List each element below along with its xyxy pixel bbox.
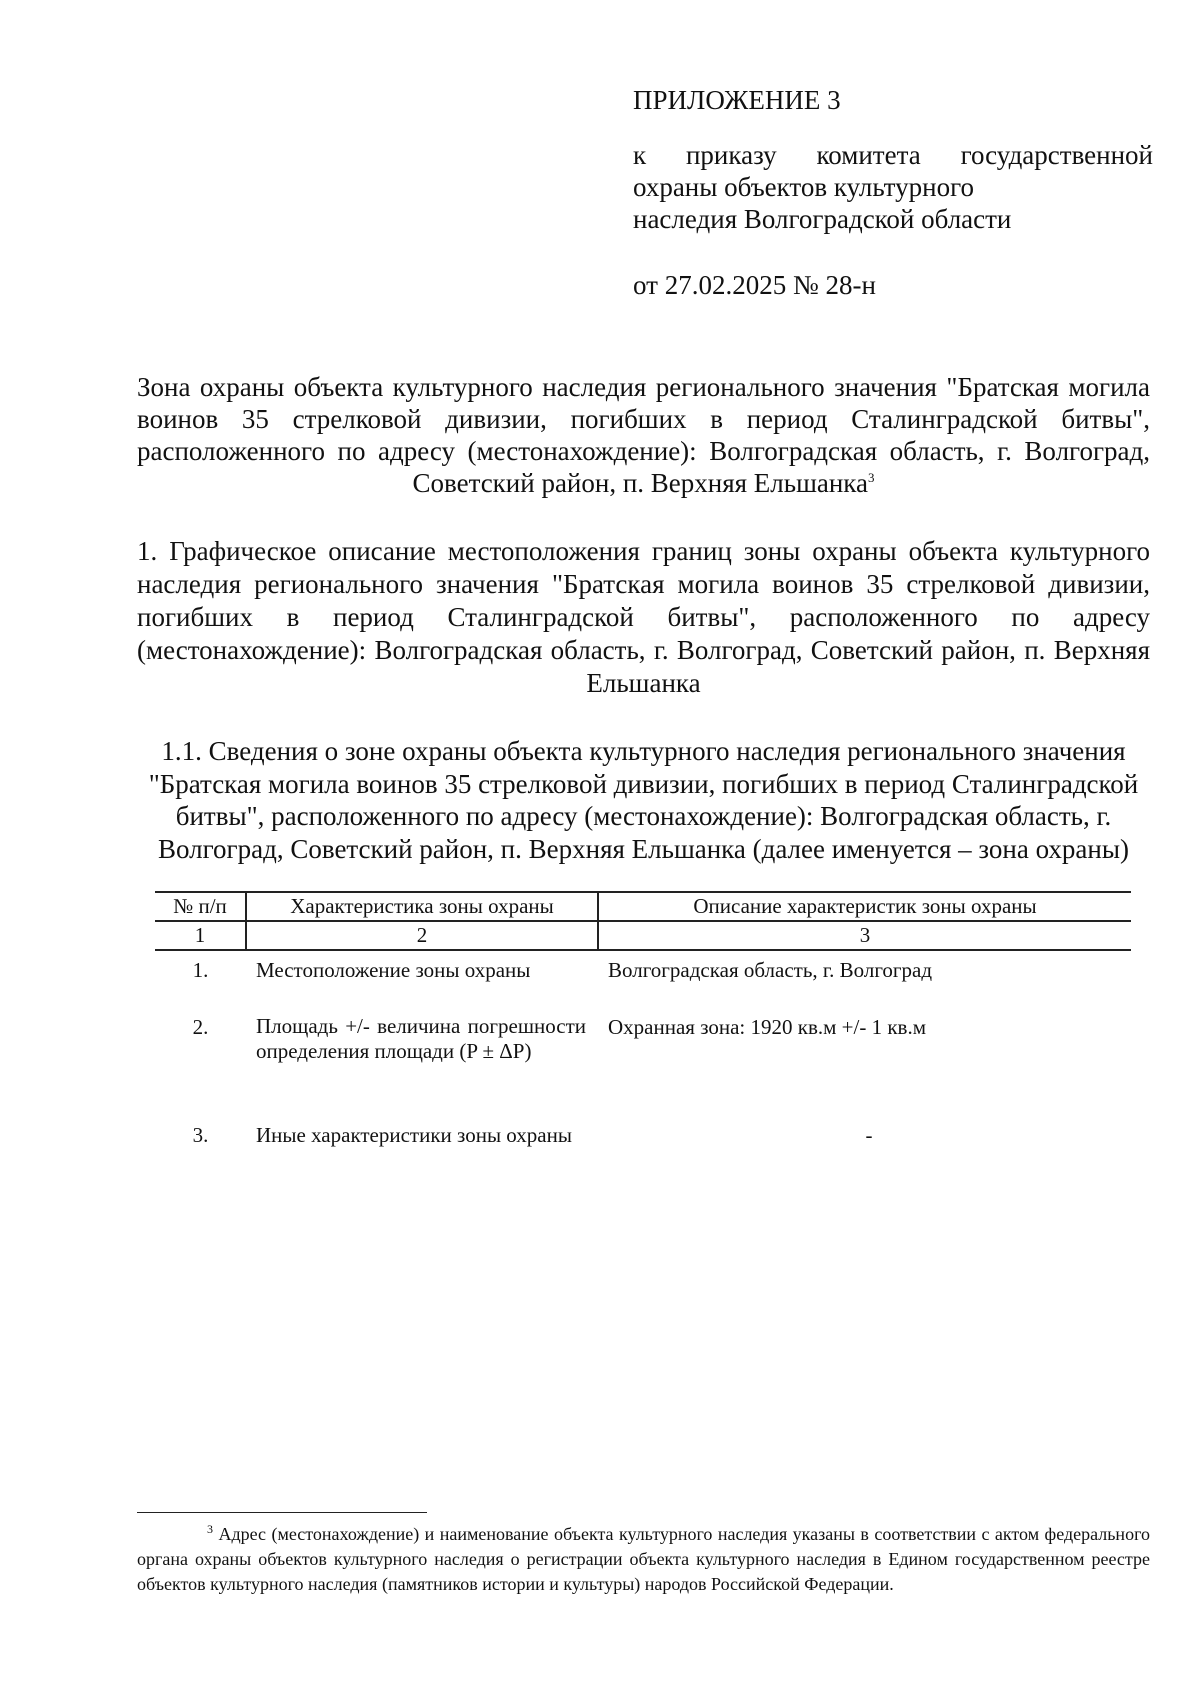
table-row bbox=[155, 950, 1131, 1008]
row-description: Волгоградская область, г. Волгоград bbox=[608, 958, 933, 982]
document-title-text: Зона охраны объекта культурного наследия регионального значения "Братская могила воинов 35 стрелковой дивизии, погибших в период Сталинградской битвы", расположенного по адресу (местонахождение): Волгоградская область, г. Волгоград, Советский район, п. Верхняя Ельшанка bbox=[137, 372, 1150, 498]
footnote-reference: 3 bbox=[868, 470, 875, 485]
appendix-order-reference bbox=[633, 139, 1153, 235]
appendix-date-number: от 27.02.2025 № 28-н bbox=[633, 270, 876, 300]
section-1-heading: 1. Графическое описание местоположения границ зоны охраны объекта культурного наследия регионального значения "Братская могила воинов 35 стрелковой дивизии, погибших в период Сталинградской битвы", расположенного по адресу (местонахождение): Волгоградская область, г. Волгоград, Советский район, п. Верхняя Ельшанка bbox=[137, 536, 1150, 698]
table-header-row bbox=[155, 892, 1131, 921]
row-number: 3. bbox=[192, 1123, 209, 1147]
table-row bbox=[155, 1008, 1131, 1116]
header-characteristic: Характеристика зоны охраны bbox=[246, 892, 598, 921]
footnote-text: Адрес (местонахождение) и наименование объекта культурного наследия указаны в соответствии с актом федерального органа охраны объектов культурного наследия о регистрации объекта культурного наследия в Едином государственном реестре объектов культурного наследия (памятников истории и культуры) народов Российской Федерации. bbox=[137, 1524, 1151, 1594]
header-number: № п/п bbox=[155, 892, 246, 921]
row-number: 2. bbox=[192, 1015, 209, 1039]
column-number: 1 bbox=[155, 921, 246, 950]
appendix-title: ПРИЛОЖЕНИЕ 3 bbox=[633, 85, 841, 115]
footnote bbox=[137, 1522, 1150, 1597]
order-line-2: охраны объектов культурного bbox=[633, 172, 974, 202]
row-description: - bbox=[865, 1123, 873, 1147]
column-number: 2 bbox=[246, 921, 598, 950]
row-characteristic: Иные характеристики зоны охраны bbox=[256, 1123, 572, 1147]
zone-characteristics-table bbox=[155, 891, 1131, 1186]
footnote-separator bbox=[137, 1512, 427, 1513]
document-title bbox=[137, 371, 1150, 499]
row-description: Охранная зона: 1920 кв.м +/- 1 кв.м bbox=[608, 1015, 926, 1039]
order-line-1: к приказу комитета государственной bbox=[633, 140, 1153, 170]
row-characteristic: Площадь +/- величина погрешности определения площади (P ± ΔP) bbox=[256, 1014, 586, 1063]
column-number-row bbox=[155, 921, 1131, 950]
section-1-1-heading: 1.1. Сведения о зоне охраны объекта культурного наследия регионального значения "Братская могила воинов 35 стрелковой дивизии, погибших в период Сталинградской битвы", расположенного по адресу (местонахождение): Волгоградская область, г. Волгоград, Советский район, п. Верхняя Ельшанка (далее именуется – зона охраны) bbox=[148, 736, 1139, 864]
order-line-3: наследия Волгоградской области bbox=[633, 204, 1012, 234]
footnote-mark: 3 bbox=[207, 1522, 213, 1536]
header-description: Описание характеристик зоны охраны bbox=[598, 892, 1131, 921]
column-number: 3 bbox=[598, 921, 1131, 950]
table-row bbox=[155, 1116, 1131, 1186]
appendix-header bbox=[633, 84, 1153, 301]
row-number: 1. bbox=[192, 958, 209, 982]
row-characteristic: Местоположение зоны охраны bbox=[256, 958, 531, 982]
